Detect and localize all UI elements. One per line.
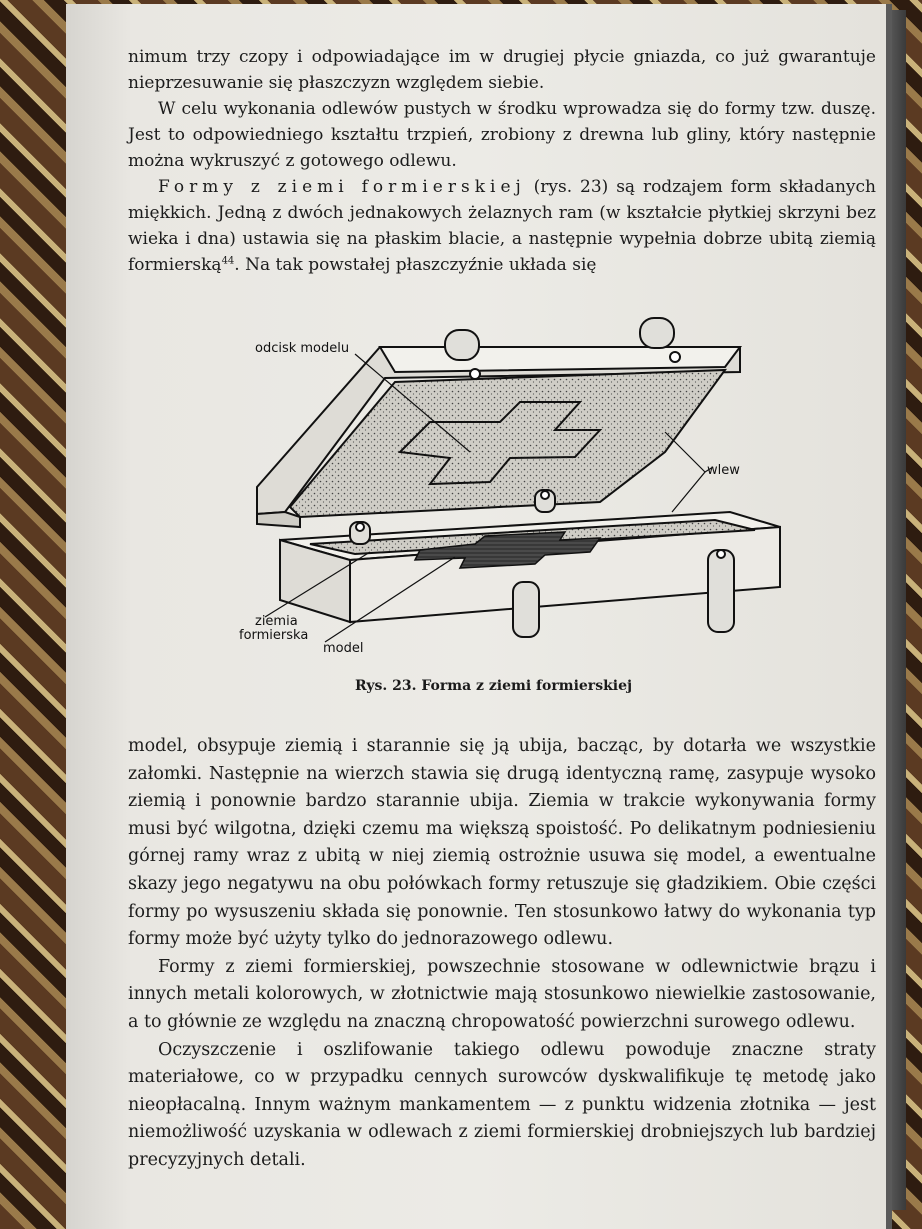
mold-illustration [235, 312, 795, 662]
paragraph-4: Formy z ziemi formierskiej, powszechnie stosowane w odlewnictwie brązu i innych metali kolorowych, w złotnictwie mają stosunkowo niewielkie zastosowanie, a to głównie ze względu na znaczną chropowatość powierzchni surowego odlewu. [128, 956, 876, 1032]
footnote-marker: 44 [221, 255, 235, 267]
figure-caption: Rys. 23. Forma z ziemi formierskiej [355, 678, 633, 694]
label-sand-line1: ziemia [255, 614, 298, 629]
label-sprue: wlew [707, 463, 740, 478]
label-sand-line2: formierska [239, 628, 309, 643]
term-forms: Formy z ziemi formierskiej [158, 177, 526, 197]
paragraph-forms [128, 174, 876, 278]
paragraph-5: Oczyszczenie i oszlifowanie takiego odlewu powoduje znaczne straty materiałowe, co w przypadku cennych surowców dyskwalifikuje tę metodę jako nieopłacalną. Innym ważnym mankamentem — z punktu widzenia złotnika — jest niemożliwość uzyskania w odlewach z ziemi formierskiej drobniejszych lub bardziej precyzyjnych detali. [128, 1039, 876, 1170]
top-text-block [128, 44, 876, 278]
paragraph-1: nimum trzy czopy i odpowiadające im w drugiej płycie gniazda, co już gwarantuje nieprzesuwanie się płaszczyzn względem siebie. [128, 47, 876, 93]
figure-mold [235, 312, 795, 662]
paragraph-forms-text: (rys. 23) są rodzajem form składanych miękkich. Jedną z dwóch jednakowych żelaznych ram (w kształcie płytkiej skrzyni bez wieka i dna) ustawia się na płaskim blacie, a następnie wypełnia dobrze ubitą ziemią formierską [128, 177, 876, 275]
paragraph-3: model, obsypuje ziemią i starannie się ją ubija, bacząc, by dotarła we wszystkie załomki. Następnie na wierzch stawia się drugą identyczną ramę, zasypuje wysoko ziemią i ponownie bardzo starannie ubija. Ziemia w trakcie wykonywania formy musi być wilgotna, dzięki czemu ma większą spoistość. Po delikatnym podniesieniu górnej ramy wraz z ubitą w niej ziemią ostrożnie usuwa się model, a ewentualne skazy jego negatywu na obu połówkach formy retuszuje się gładzikiem. Obie części formy po wysuszeniu składa się ponownie. Ten stosunkowo łatwy do wykonania typ formy może być użyty tylko do jednorazowego odlewu. [128, 736, 876, 950]
label-impression: odcisk modelu [255, 341, 350, 356]
paragraph-2: W celu wykonania odlewów pustych w środku wprowadza się do formy tzw. duszę. Jest to odpowiedniego kształtu trzpień, zrobiony z drewna lub gliny, który następnie można wykruszyć z gotowego odlewu. [128, 99, 876, 171]
label-model: model [323, 641, 364, 656]
bottom-text-block [128, 733, 876, 1175]
paragraph-forms-tail: . Na tak powstałej płaszczyźnie układa się [234, 255, 597, 275]
